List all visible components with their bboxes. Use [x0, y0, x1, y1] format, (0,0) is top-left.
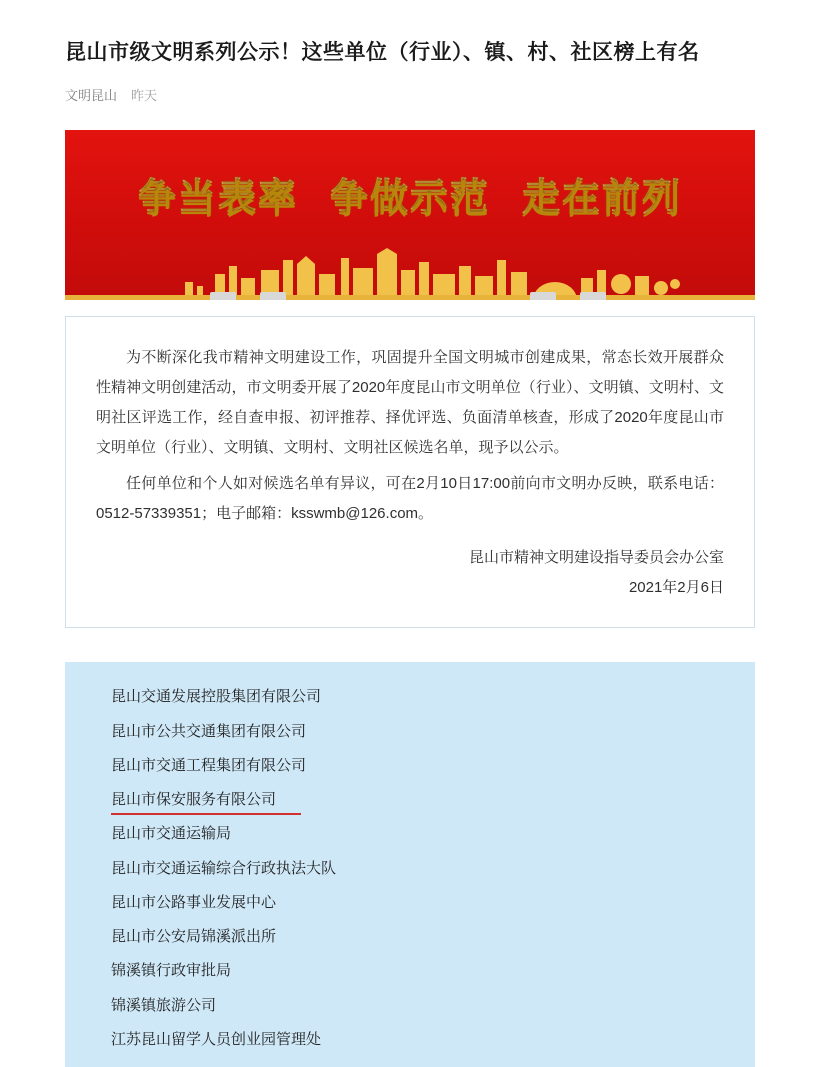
notice-date: 2021年2月6日	[628, 579, 724, 597]
banner-slogan-3: 走在前列	[522, 177, 683, 220]
list-item: 昆山市公路事业发展中心	[111, 893, 277, 911]
article-timestamp: 昨天	[131, 88, 158, 104]
article-meta	[65, 85, 755, 104]
banner-slogan-text	[65, 166, 755, 221]
skyline-illustration	[65, 248, 755, 300]
notice-tab-nub	[530, 292, 556, 300]
notice-signature: 昆山市精神文明建设指导委员会办公室	[468, 549, 724, 567]
page-title: 昆山市级文明系列公示！这些单位（行业）、镇、村、社区榜上有名	[65, 41, 700, 64]
notice-signature-block	[96, 543, 724, 603]
banner-image	[65, 130, 755, 300]
list-item: 昆山市公共交通集团有限公司	[111, 722, 307, 740]
notice-tab-nub	[210, 292, 236, 300]
list-item: 昆山市交通运输综合行政执法大队	[111, 859, 337, 877]
notice-tab-nub	[260, 292, 286, 300]
list-item: 江苏昆山留学人员创业园管理处	[111, 1030, 322, 1048]
banner-slogan-1: 争当表率	[137, 177, 298, 220]
article-page	[0, 38, 820, 1067]
notice-card	[65, 316, 755, 628]
notice-tab-nub	[580, 292, 606, 300]
list-item: 昆山市交通工程集团有限公司	[111, 756, 307, 774]
list-item: 昆山交通发展控股集团有限公司	[111, 688, 322, 706]
list-item: 昆山市公安局锦溪派出所	[111, 928, 277, 946]
notice-paragraph-2: 任何单位和个人如对候选名单有异议，可在2月10日17:00前向市文明办反映，联系电话：0512-57339351；电子邮箱：ksswmb@126.com。	[96, 475, 724, 523]
list-item: 锦溪镇行政审批局	[111, 962, 232, 980]
banner-bottom-bar	[65, 295, 755, 300]
list-item: 昆山市交通运输局	[111, 825, 232, 843]
list-item: 锦溪镇旅游公司	[111, 996, 217, 1014]
unit-list	[65, 662, 755, 1067]
article-source[interactable]: 文明昆山	[65, 88, 118, 104]
banner-slogan-2: 争做示范	[329, 177, 490, 220]
notice-paragraph-1: 为不断深化我市精神文明建设工作，巩固提升全国文明城市创建成果，常态长效开展群众性精神文明创建活动，市文明委开展了2020年度昆山市文明单位（行业）、文明镇、文明村、文明社区评选工作，经自查申报、初评推荐、择优评选、负面清单核查，形成了2020年度昆山市文明单位（行业）、文明镇、文明村、文明社区候选名单，现予以公示。	[96, 349, 724, 457]
list-item-highlighted: 昆山市保安服务有限公司	[65, 783, 755, 817]
